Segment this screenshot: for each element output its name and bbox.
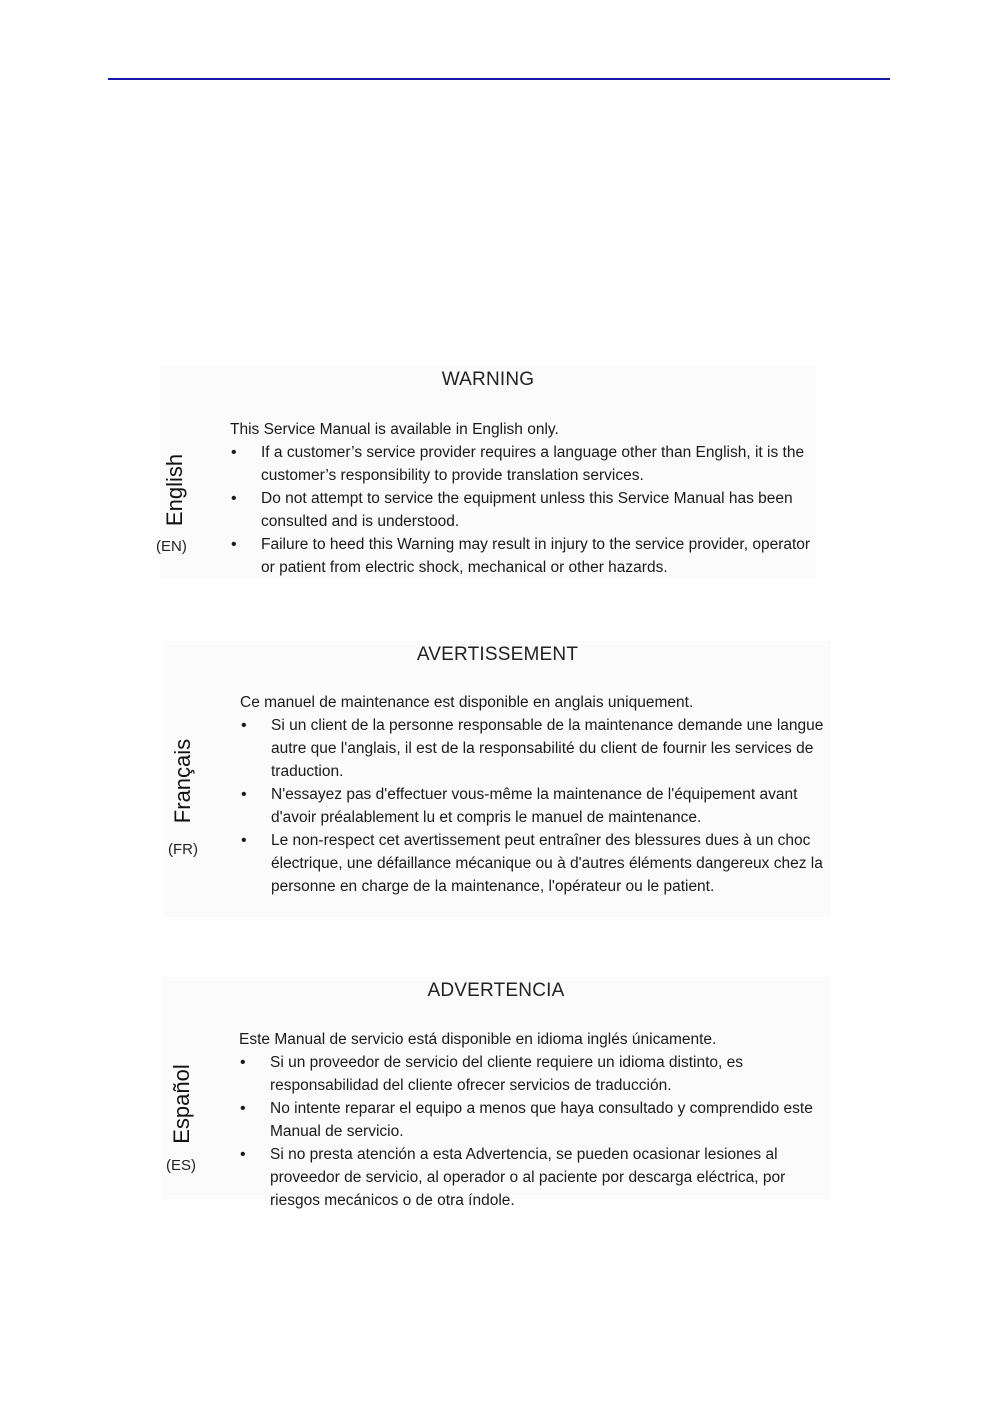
language-code: (ES) xyxy=(166,1157,196,1174)
list-item: • No intente reparar el equipo a menos que haya consultado y comprendido este Manual de servicio. xyxy=(239,1097,833,1143)
language-code: (EN) xyxy=(156,538,187,555)
header-rule xyxy=(108,78,890,80)
list-item: • Failure to heed this Warning may result in injury to the service provider, operator or patient from electric shock, mechanical or other hazards. xyxy=(230,533,820,579)
list-item: • If a customer’s service provider requires a language other than English, it is the customer’s responsibility to provide translation services. xyxy=(230,441,820,487)
language-code: (FR) xyxy=(168,841,198,858)
warning-title: ADVERTENCIA xyxy=(427,980,565,1001)
warning-body xyxy=(240,691,834,898)
language-name: English xyxy=(162,453,187,527)
bullet-list xyxy=(240,714,834,898)
list-item: • Si no presta atención a esta Advertencia, se pueden ocasionar lesiones al proveedor de servicio, al operador o al paciente por descarga eléctrica, por riesgos mecánicos o de otra índole. xyxy=(239,1143,833,1212)
list-item: • N'essayez pas d'effectuer vous-même la maintenance de l'équipement avant d'avoir préalablement lu et compris le manuel de maintenance. xyxy=(240,783,834,829)
list-item: • Le non-respect cet avertissement peut entraîner des blessures dues à un choc électrique, une défaillance mécanique ou à d'autres éléments dangereux chez la personne en charge de la maintenance, l'opérateur ou le patient. xyxy=(240,829,834,898)
bullet-list xyxy=(230,441,820,579)
warning-title: WARNING xyxy=(441,369,535,390)
warning-body xyxy=(230,418,820,579)
warning-block-en xyxy=(156,366,816,578)
warning-block-es xyxy=(162,977,830,1209)
intro-text: This Service Manual is available in English only. xyxy=(230,421,559,438)
list-item: • Do not attempt to service the equipment unless this Service Manual has been consulted and is understood. xyxy=(230,487,820,533)
warning-block-fr xyxy=(164,641,831,917)
warning-title: AVERTISSEMENT xyxy=(416,644,579,665)
language-name: Français xyxy=(170,738,195,824)
bullet-list xyxy=(239,1051,833,1212)
intro-text: Este Manual de servicio está disponible en idioma inglés únicamente. xyxy=(239,1031,717,1048)
list-item: • Si un client de la personne responsable de la maintenance demande une langue autre que l'anglais, il est de la responsabilité du client de fournir les services de traduction. xyxy=(240,714,834,783)
language-name: Español xyxy=(169,1064,194,1144)
warning-body xyxy=(239,1028,833,1212)
list-item: • Si un proveedor de servicio del cliente requiere un idioma distinto, es responsabilidad del cliente ofrecer servicios de traducción. xyxy=(239,1051,833,1097)
intro-text: Ce manuel de maintenance est disponible en anglais uniquement. xyxy=(240,694,694,711)
